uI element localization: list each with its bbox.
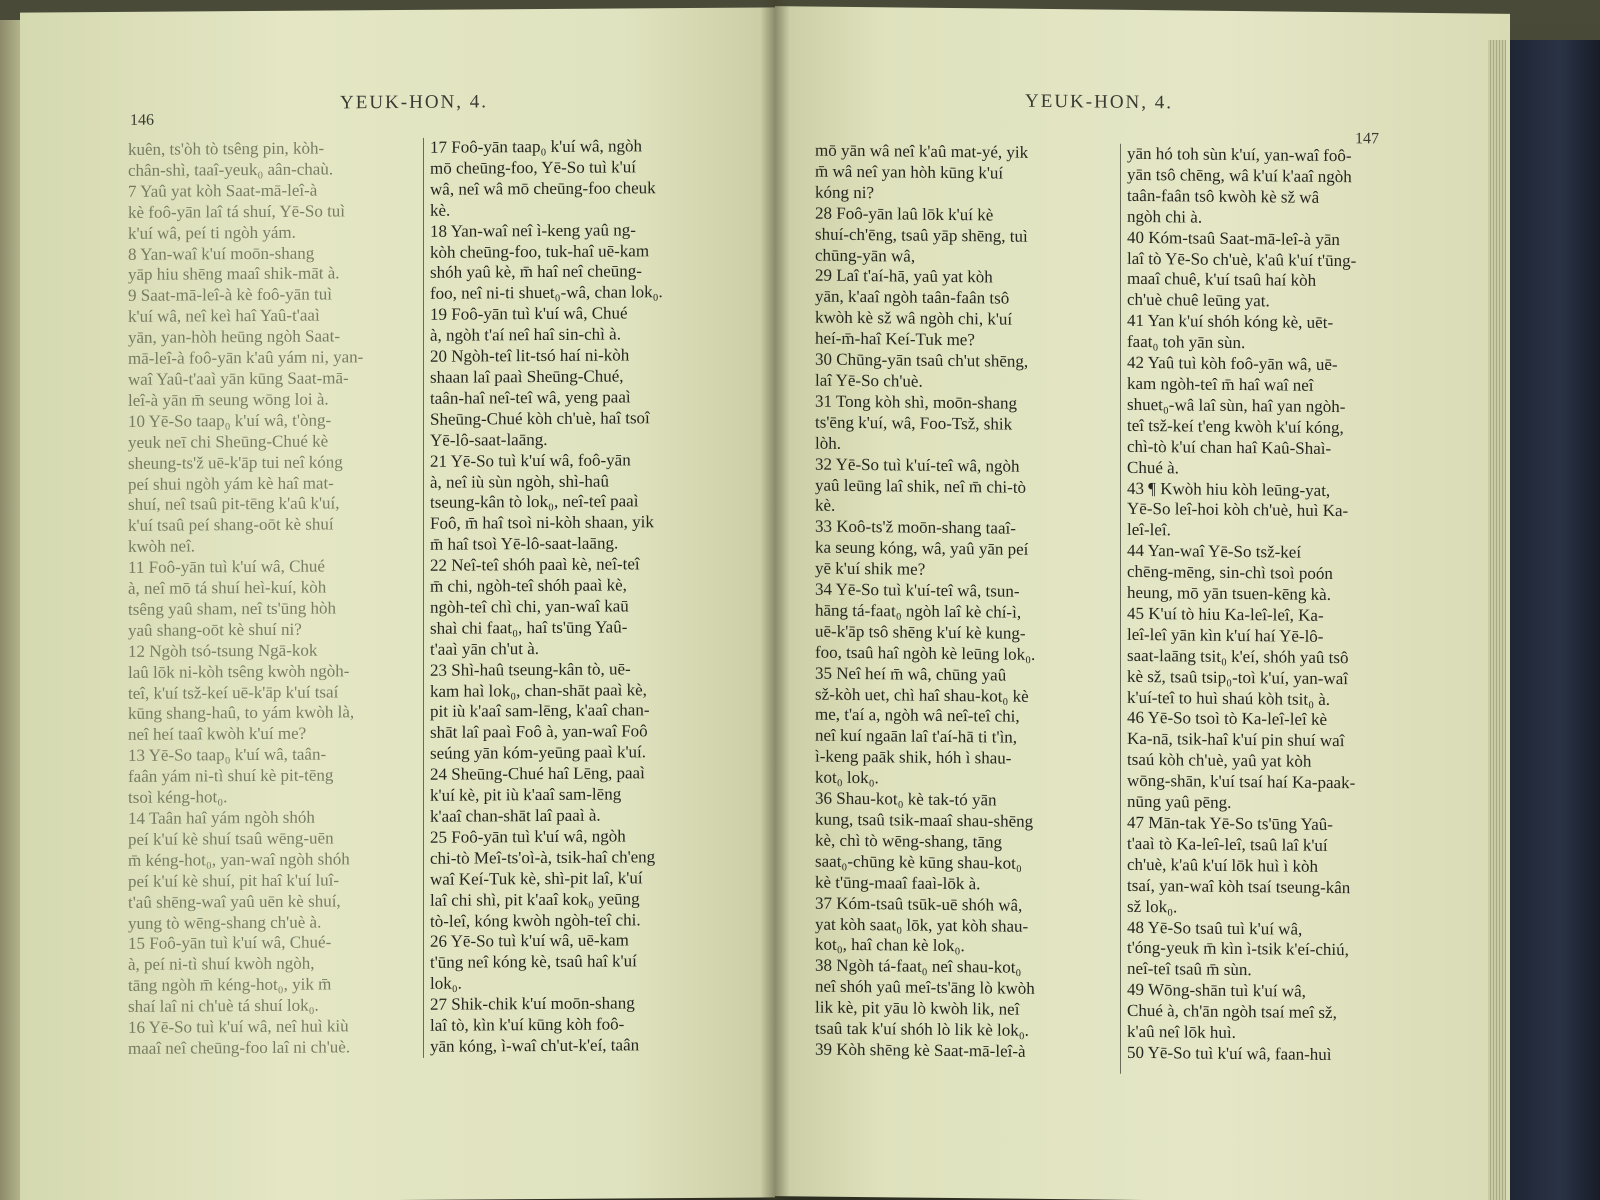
text-line: leî-leî. — [1127, 520, 1171, 540]
text-line: laî tò, kìn k'uí kūng kòh foô- — [430, 1014, 625, 1035]
text-line: seúng yān kóm-yeūng paaì k'uí. — [430, 742, 646, 764]
text-line: yung tò wēng-shang ch'uè à. — [128, 912, 322, 933]
text-line: yān, yan-hòh heūng ngòh Saat- — [128, 326, 340, 348]
text-line: 34 Yē-So tuì k'uí-teî wâ, tsun- — [815, 579, 1020, 601]
text-line: shóh yaû kè, m̄ haî neî cheūng- — [430, 261, 642, 283]
text-line: 12 Ngòh tsó-tsung Ngā-kok — [128, 640, 318, 661]
text-line: 33 Koô-ts'ž moōn-shang taaî- — [815, 516, 1016, 538]
text-line: tsoì kéng-hot₀. — [128, 787, 228, 807]
text-line: neî heí taaî kwòh k'uí me? — [128, 724, 307, 745]
text-line: 30 Chūng-yān tsaû ch'ut shēng, — [815, 349, 1029, 371]
text-line: heung, mō yān tsuen-kēng kà. — [1127, 582, 1331, 605]
text-line: kwòh kè sž wâ ngòh chi, k'uí — [815, 307, 1013, 329]
text-line: kam ngòh-teî m̄ haî waî neî — [1127, 373, 1314, 395]
text-line: leî-leî yān kìn k'uí haí Yē-lô- — [1127, 624, 1324, 646]
text-line: pit iù k'aaî sam-lēng, k'aaî chan- — [430, 700, 650, 722]
text-line: mō yān wâ neî k'aû mat-yé, yik — [815, 140, 1029, 162]
text-line: peí k'uí kè shuí tsaû wēng-uēn — [128, 828, 334, 849]
text-line: 48 Yē-So tsaû tuì k'uí wâ, — [1127, 917, 1303, 939]
text-line: ka seung kóng, wâ, yaû yān peí — [815, 537, 1029, 560]
text-line: tsaú kòh ch'uè, yaû yat kòh — [1127, 750, 1312, 772]
text-line: teî, k'uí tsž-keí uē-k'āp k'uí tsaí — [128, 681, 339, 703]
text-line: chi-tò Meî-ts'oì-à, tsik-haî ch'eng — [430, 847, 656, 868]
text-line: yaû leūng laî shik, neî m̄ chi-tò — [815, 475, 1027, 497]
left-page — [20, 7, 775, 1200]
text-line: waî Yaû-t'aaì yān kūng Saat-mā- — [128, 368, 349, 389]
text-line: Yē-lô-saat-laāng. — [430, 429, 548, 450]
book-gutter — [760, 0, 790, 1200]
text-line: t'ūng neî kóng kè, tsaû haî k'uí — [430, 951, 637, 973]
text-line: 23 Shì-haû tseung-kân tò, uē- — [430, 659, 631, 680]
text-line: 7 Yaû yat kòh Saat-mā-leî-à — [128, 180, 318, 201]
text-line: wâ, neî wâ mō cheūng-foo cheuk — [430, 178, 656, 199]
text-line: neî-teî tsaû m̄ sùn. — [1127, 959, 1252, 980]
text-line: kè, chì tò wēng-shang, tāng — [815, 830, 1002, 852]
text-line: sheung-ts'ž uē-k'āp tui neî kóng — [128, 451, 343, 473]
text-line: laî tò Yē-So ch'uè, k'aû k'uí t'ūng- — [1127, 248, 1357, 270]
text-line: faat₀ toh yān sùn. — [1127, 331, 1246, 353]
text-line: 46 Yē-So tsoì tò Ka-leî-leî kè — [1127, 708, 1328, 730]
text-line: hāng tá-faat₀ ngòh laî kè chí-ì, — [815, 600, 1022, 622]
text-line: tò-leî, kóng kwòh ngòh-teî chi. — [430, 909, 641, 931]
text-line: shuí-ch'ēng, tsaû yāp shēng, tuì — [815, 224, 1028, 246]
text-line: k'uí tsaû peí shang-oōt kè shuí — [128, 514, 334, 536]
text-line: ì-keng paāk shik, hóh ì shau- — [815, 746, 1012, 768]
text-line: kot₀, haî chan kè lok₀. — [815, 935, 965, 956]
book-cover-right — [1500, 40, 1600, 1200]
text-line: yē k'uí shik me? — [815, 558, 926, 579]
text-line: 40 Kóm-tsaû Saat-mā-leî-à yān — [1127, 227, 1340, 249]
text-line: 14 Taân haî yám ngòh shóh — [128, 807, 315, 828]
text-line: t'aaì tò Ka-leî-leî, tsaû laî k'uí — [1127, 833, 1328, 855]
text-line: t'óng-yeuk m̄ kìn ì-tsik k'eí-chiú, — [1127, 938, 1349, 960]
text-line: tsaû tak k'uí shóh lò lik kè lok₀. — [815, 1018, 1029, 1040]
text-line: 27 Shik-chik k'uí moōn-shang — [430, 993, 635, 1014]
text-line: 38 Ngòh tá-faat₀ neî shau-kot₀ — [815, 955, 1022, 978]
left-running-head: YEUK-HON, 4. — [340, 91, 489, 114]
text-line: lòh. — [815, 433, 841, 453]
text-line: 32 Yē-So tuì k'uí-teî wâ, ngòh — [815, 454, 1020, 476]
text-line: kot₀ lok₀. — [815, 767, 879, 788]
text-line: t'aaì yān ch'ut à. — [430, 638, 540, 659]
text-line: 28 Foô-yān laû lōk k'uí kè — [815, 203, 994, 225]
text-line: nūng yaû pēng. — [1127, 791, 1232, 813]
text-line: yat kòh saat₀ lōk, yat kòh shau- — [815, 914, 1029, 936]
text-line: chēng-mēng, sin-chì tsoì poón — [1127, 561, 1333, 584]
right-running-head: YEUK-HON, 4. — [1025, 90, 1174, 114]
text-line: shāt laî paaì Foô à, yan-waî Foô — [430, 721, 648, 743]
text-line: 36 Shau-kot₀ kè tak-tó yān — [815, 788, 997, 810]
text-line: Yē-So leî-hoi kòh ch'uè, huì Ka- — [1127, 499, 1349, 521]
text-line: kung, tsaû tsik-maaî shau-shēng — [815, 809, 1034, 831]
text-line: foo, tsaû haî ngòh kè leūng lok₀. — [815, 642, 1036, 664]
text-line: yān kóng, ì-waî ch'ut-k'eí, taân — [430, 1035, 640, 1056]
text-line: 45 K'uí tò hiu Ka-leî-leî, Ka- — [1127, 603, 1324, 625]
text-line: 13 Yē-So taap₀ k'uí wâ, taân- — [128, 744, 327, 766]
text-line: laû lōk ni-kòh tsêng kwòh ngòh- — [128, 660, 350, 682]
right-page-column-1 — [815, 141, 1115, 1064]
text-line: 42 Yaû tuì kòh foô-yān wâ, uē- — [1127, 352, 1338, 375]
text-line: Chué à, ch'ān ngòh tsaí meî sž, — [1127, 1000, 1337, 1023]
text-line: ngòh chi à. — [1127, 206, 1203, 227]
text-line: k'uí wâ, neî keì haî Yaû-t'aaì — [128, 305, 320, 327]
text-line: leî-à yān m̄ seung wōng loi à. — [128, 389, 329, 410]
right-page — [775, 6, 1510, 1200]
text-line: me, t'aí a, ngòh wâ neî-teî chi, — [815, 705, 1020, 727]
text-line: 49 Wōng-shān tuì k'uí wâ, — [1127, 980, 1306, 1001]
text-line: neî shóh yaû meî-ts'āng lò kwòh — [815, 976, 1035, 999]
text-line: lik kè, pit yāu lò kwòh lik, neî — [815, 997, 1020, 1019]
text-line: ts'ēng k'uí, wâ, Foo-Tsž, shik — [815, 412, 1013, 434]
text-line: à, ngòh t'aí neî haî sin-chì à. — [430, 324, 621, 345]
text-line: 50 Yē-So tuì k'uí wâ, faan-huì — [1127, 1042, 1332, 1064]
text-line: k'aaî chan-shāt laî paaì à. — [430, 805, 601, 826]
text-line: 35 Neî heí m̄ wâ, chūng yaû — [815, 663, 1007, 685]
text-line: kè sž, tsaû tsip₀-toì k'uí, yan-waî — [1127, 666, 1348, 688]
text-line: 21 Yē-So tuì k'uí wâ, foô-yān — [430, 449, 631, 471]
right-column-rule — [1120, 144, 1121, 1074]
text-line: chì-tò k'uí chan haî Kaû-Shaì- — [1127, 436, 1332, 458]
left-page-column-1 — [128, 138, 420, 1060]
text-line: shuet₀-wâ laî sùn, haî yan ngòh- — [1127, 394, 1346, 416]
text-line: ngòh-teî chì chi, yan-waî kaū — [430, 596, 629, 617]
text-line: yāp hiu shēng maaî shik-māt à. — [128, 263, 340, 285]
text-line: à, peí ni-tì shuí kwòh ngòh, — [128, 953, 315, 975]
text-line: kóng ni? — [815, 182, 875, 203]
text-line: à, neî iù sùn ngòh, shì-haû — [430, 471, 609, 492]
text-line: saat₀-chūng kè kūng shau-kot₀ — [815, 851, 1022, 873]
text-line: 16 Yē-So tuì k'uí wâ, neî huì kiù — [128, 1016, 349, 1037]
text-line: k'aû neî lōk huì. — [1127, 1021, 1236, 1043]
text-line: kwòh neî. — [128, 536, 196, 557]
text-line: m̄ haî tsoì Yē-lô-saat-laāng. — [430, 533, 619, 554]
text-line: kè t'ūng-maaî faaì-lōk à. — [815, 872, 981, 894]
text-line: Chué à. — [1127, 457, 1179, 477]
text-line: m̄ kéng-hot₀, yan-waî ngòh shóh — [128, 849, 350, 870]
text-line: k'uí-teî to huì shaú kòh tsit₀ à. — [1127, 687, 1331, 709]
text-line: m̄ chi, ngòh-teî shóh paaì kè, — [430, 575, 627, 596]
text-line: 37 Kóm-tsaû tsūk-uē shóh wâ, — [815, 893, 1023, 915]
text-line: laî chi shì, pit k'aaî kok₀ yeūng — [430, 888, 640, 910]
text-line: shaì chi faat₀, haî ts'ūng Yaû- — [430, 617, 628, 638]
text-line: 26 Yē-So tuì k'uí wâ, uē-kam — [430, 930, 629, 952]
text-line: 47 Mān-tak Yē-So ts'ūng Yaû- — [1127, 812, 1333, 834]
text-line: faân yám ni-tì shuí kè pit-tēng — [128, 765, 334, 787]
text-line: peí k'uí kè shuí, pit haî k'uí luî- — [128, 870, 340, 891]
text-line: 44 Yan-waî Yē-So tsž-keí — [1127, 541, 1302, 562]
text-line: sž-kòh uet, chì haî shau-kot₀ kè — [815, 684, 1029, 706]
text-line: 43 ¶ Kwòh hiu kòh leūng-yat, — [1127, 478, 1331, 500]
text-line: 20 Ngòh-teî lit-tsó haí ni-kòh — [430, 345, 630, 366]
text-line: 18 Yan-waî neî ì-keng yaû ng- — [430, 219, 636, 241]
left-column-rule — [423, 138, 424, 1058]
right-page-column-2 — [1127, 144, 1437, 1067]
text-line: shaí laî ni ch'uè tá shuí lok₀. — [128, 995, 319, 1017]
text-line: kè. — [430, 200, 451, 220]
text-line: mō cheūng-foo, Yē-So tuì k'uí — [430, 157, 636, 178]
text-line: sž lok₀. — [1127, 896, 1178, 916]
text-line: lok₀. — [430, 973, 462, 994]
text-line: maaî chuê, k'uí tsaû haí kòh — [1127, 269, 1317, 291]
text-line: 9 Saat-mā-leî-à kè foô-yān tuì — [128, 284, 332, 306]
text-line: yaû shang-oōt kè shuí ni? — [128, 619, 302, 640]
text-line: k'uí wâ, peí ti ngòh yám. — [128, 222, 296, 243]
text-line: yān tsô chēng, wâ k'uí k'aaî ngòh — [1127, 164, 1352, 187]
left-page-number: 146 — [130, 111, 154, 129]
text-line: waî Keí-Tuk kè, shì-pit laî, k'uí — [430, 868, 643, 889]
right-page-number: 147 — [1355, 130, 1379, 148]
text-line: chân-shì, taaî-yeuk₀ aân-chaù. — [128, 159, 334, 180]
text-line: wōng-shān, k'uí tsaí haí Ka-paak- — [1127, 771, 1356, 793]
text-line: 10 Yē-So taap₀ k'uí wâ, t'òng- — [128, 410, 332, 431]
text-line: tsaí, yan-waî kòh tsaí tseung-kân — [1127, 875, 1351, 897]
text-line: t'aû shēng-waî yaû uēn kè shuí, — [128, 891, 341, 912]
text-line: foo, neî ni-ti shuet₀-wâ, chan lok₀. — [430, 282, 663, 304]
text-line: 15 Foô-yān tuì k'uí wâ, Chué- — [128, 932, 332, 954]
left-page-column-2 — [430, 136, 730, 1058]
text-line: maaî neî cheūng-foo laî ni ch'uè. — [128, 1037, 351, 1058]
text-line: shuí, neî tsaû pit-tēng k'aû k'uí, — [128, 493, 340, 515]
text-line: yeuk neī chi Sheūng-Chué kè — [128, 431, 329, 452]
text-line: 31 Tong kòh shì, moōn-shang — [815, 391, 1018, 413]
text-line: à, neî mō tá shuí heì-kuí, kòh — [128, 577, 327, 598]
text-line: Ka-nā, tsik-haî k'uí pin shuí waî — [1127, 729, 1345, 751]
text-line: peí shui ngòh yám kè haî mat- — [128, 472, 334, 494]
text-line: taân-haî neî-teî wâ, yeng paaì — [430, 387, 631, 408]
text-line: 22 Neî-teî shóh paaì kè, neî-teî — [430, 554, 640, 575]
text-line: 41 Yan k'uí shóh kóng kè, uēt- — [1127, 311, 1334, 333]
text-line: Sheūng-Chué kòh ch'uè, haî tsoî — [430, 408, 650, 429]
text-line: yān hó toh sùn k'uí, yan-waî foô- — [1127, 143, 1352, 166]
text-line: yān, k'aaî ngòh taân-faân tsô — [815, 286, 1010, 308]
text-line: chūng-yān wâ, — [815, 245, 916, 266]
text-line: shaan laî paaì Sheūng-Chué, — [430, 366, 624, 387]
text-line: k'uí kè, pit iù k'aaî sam-lēng — [430, 784, 622, 805]
text-line: laî Yē-So ch'uè. — [815, 370, 923, 391]
text-line: 19 Foô-yān tuì k'uí wâ, Chué — [430, 303, 628, 325]
text-line: 17 Foô-yān taap₀ k'uí wâ, ngòh — [430, 136, 643, 157]
text-line: tāng ngòh m̄ kéng-hot₀, yik m̄ — [128, 974, 332, 996]
text-line: ch'uè, k'aû k'uí lōk huì ì kòh — [1127, 854, 1318, 876]
text-line: 11 Foô-yān tuì k'uí wâ, Chué — [128, 556, 325, 578]
text-line: kòh cheūng-foo, tuk-haî uē-kam — [430, 240, 650, 262]
text-line: kè. — [815, 495, 836, 516]
text-line: heí-m̄-haî Keí-Tuk me? — [815, 328, 975, 350]
text-line: 25 Foô-yān tuì k'uí wâ, ngòh — [430, 826, 626, 847]
text-line: tsêng yaû sham, neî ts'ūng hòh — [128, 598, 336, 619]
text-line: 8 Yan-waî k'uí moōn-shang — [128, 243, 315, 264]
text-line: 29 Laî t'aí-hā, yaû yat kòh — [815, 266, 993, 287]
text-line: uē-k'āp tsô shēng k'uí kè kung- — [815, 621, 1026, 643]
text-line: saat-laāng tsit₀ k'eí, shóh yaû tsô — [1127, 645, 1349, 667]
text-line: 39 Kòh shēng kè Saat-mā-leî-à — [815, 1039, 1026, 1061]
text-line: teî tsž-keí t'eng kwòh k'uí kóng, — [1127, 415, 1344, 437]
book-edge-right — [1488, 40, 1506, 1200]
text-line: mā-leî-à foô-yān k'aû yám ni, yan- — [128, 347, 364, 368]
text-line: Foô, m̄ haî tsoì ni-kòh shaan, yik — [430, 512, 654, 534]
text-line: kūng shang-haû, to yám kwòh là, — [128, 702, 355, 724]
text-line: 24 Sheūng-Chué haî Lēng, paaì — [430, 763, 645, 784]
text-line: ch'uè chuê leūng yat. — [1127, 290, 1270, 311]
text-line: taân-faân tsô kwòh kè sž wâ — [1127, 185, 1320, 207]
text-line: neî kuí ngaān laî t'aí-hā ti t'ìn, — [815, 725, 1018, 748]
text-line: kam haì lok₀, chan-shāt paaì kè, — [430, 679, 647, 701]
text-line: tseung-kân tò lok₀, neî-teî paaì — [430, 491, 639, 513]
text-line: kè foô-yān laî tá shuí, Yē-So tuì — [128, 201, 346, 222]
text-line: kuên, ts'òh tò tsêng pin, kòh- — [128, 138, 325, 159]
text-line: m̄ wâ neî yan hòh kūng k'uí — [815, 161, 1004, 183]
